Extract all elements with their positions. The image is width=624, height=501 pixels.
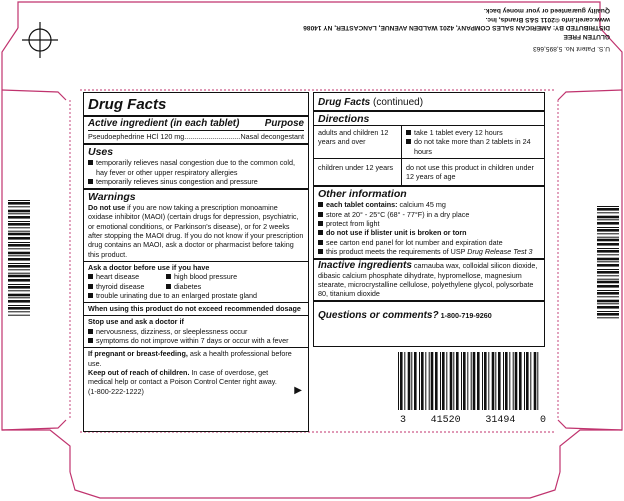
bullet-icon — [318, 249, 323, 254]
barcode-bar — [505, 352, 508, 410]
barcode-bar — [398, 352, 399, 410]
barcode-bar — [8, 216, 30, 219]
barcode-bar — [482, 352, 483, 410]
barcode-bar — [414, 352, 417, 410]
directions-title: Directions — [318, 113, 370, 125]
bullet-icon — [88, 329, 93, 334]
barcode-group-1: 41520 — [430, 415, 461, 426]
barcode-bar — [8, 315, 30, 316]
other-information-section — [314, 185, 544, 258]
barcode-bar — [8, 263, 30, 264]
barcode-group-2: 31494 — [485, 415, 516, 426]
barcode-bar — [597, 269, 619, 270]
barcode-bar — [477, 352, 480, 410]
barcode-bar — [8, 258, 30, 261]
barcode-bar — [431, 352, 434, 410]
barcode-bar — [8, 242, 30, 243]
barcode-bar — [8, 221, 30, 222]
barcode-bar — [411, 352, 412, 410]
barcode-bar — [461, 352, 462, 410]
bullet-icon — [88, 284, 93, 289]
barcode-bar — [597, 233, 619, 234]
barcode-bar — [446, 352, 447, 410]
purpose-value: Nasal decongestant — [240, 132, 304, 141]
bullet-icon — [318, 240, 323, 245]
barcode-bar — [597, 279, 619, 280]
drug-facts-continued-panel — [313, 92, 545, 347]
barcode-bar — [473, 352, 476, 410]
barcode-bar — [408, 352, 411, 410]
warnings-section — [84, 188, 308, 261]
bullet-icon — [88, 274, 93, 279]
barcode-bar — [8, 231, 30, 232]
barcode-bar — [8, 223, 30, 226]
directions-section — [314, 110, 544, 125]
barcode-bar — [597, 317, 619, 318]
barcode-bar — [597, 258, 619, 261]
barcode-bar — [8, 300, 30, 303]
barcode-bar — [498, 352, 501, 410]
barcode-bar — [419, 352, 420, 410]
barcode-bar — [8, 273, 30, 274]
barcode-bar — [8, 290, 30, 291]
leader-dots: ............................ — [184, 132, 241, 141]
barcode-bar — [425, 352, 426, 410]
drug-facts-title: Drug Facts — [88, 96, 167, 113]
barcode-bar — [421, 352, 424, 410]
barcode-bar — [509, 352, 510, 410]
barcode-bar — [597, 219, 619, 220]
barcode-bar — [467, 352, 468, 410]
uses-title: Uses — [88, 146, 114, 159]
ask-doctor-item-1: heart disease — [96, 272, 140, 282]
barcode-bar — [8, 252, 30, 255]
ask-doctor-item-5: trouble urinating due to an enlarged prostate gland — [96, 290, 258, 300]
stop-use-title: Stop use and ask a doctor if — [88, 317, 184, 327]
inactive-title: Inactive ingredients — [318, 260, 412, 272]
inactive-text: carnauba wax, colloidal silicon dioxide, dibasic calcium phosphate dihydrate, hypromellose, magnesium stearate, microcrystalline cellulose, polyethylene glycol, polysorbate 80, titanium dioxide — [318, 261, 538, 299]
barcode-bar — [400, 352, 403, 410]
barcode-bar — [492, 352, 495, 410]
active-ingredient-section — [84, 115, 308, 143]
barcode-bar — [597, 206, 619, 207]
other-item-5: see carton end panel for lot number and expiration date — [326, 237, 503, 247]
barcode-bar — [597, 285, 619, 288]
barcode-bar — [471, 352, 472, 410]
directions-adults-1: take 1 tablet every 12 hours — [414, 128, 503, 137]
ask-doctor-item-2: high blood pressure — [174, 272, 238, 282]
ask-doctor-title: Ask a doctor before use if you have — [88, 262, 210, 272]
barcode-bar — [537, 352, 538, 410]
purpose-header: Purpose — [264, 118, 304, 129]
barcode-bar — [8, 307, 30, 310]
other-item-6: this product meets the requirements of USP — [326, 246, 468, 256]
do-not-use-body: if you are now taking a prescription monoamine oxidase inhibitor (MAOI) (certain drugs for depression, psychiatric, or emotional conditions, or Parkinson's disease), or for 2 weeks after stopping the MAOI drug. If you do not know if your prescription drug contains an MAOI, ask a doctor or pharmacist before taking this product. — [88, 203, 304, 259]
barcode-bar — [8, 248, 30, 249]
continue-arrow-icon: ▶ — [294, 384, 302, 396]
directions-children-who: children under 12 years — [314, 159, 402, 186]
barcode-bar — [8, 202, 30, 205]
guarantee-text: Quality guaranteed or your money back. — [483, 7, 610, 15]
barcode-bar — [8, 284, 30, 285]
barcode-bar — [8, 227, 30, 228]
other-item-4: do not use if blister unit is broken or torn — [326, 228, 467, 238]
bullet-icon — [88, 179, 93, 184]
ask-doctor-item-3: thyroid disease — [96, 281, 145, 291]
stop-use-item-1: nervousness, dizziness, or sleeplessness occur — [96, 326, 248, 336]
barcode-bar — [453, 352, 454, 410]
barcode-bar — [597, 303, 619, 304]
barcode-bar — [526, 352, 529, 410]
other-information-title: Other information — [318, 188, 407, 201]
barcode-bar — [8, 206, 30, 207]
barcode-bar — [8, 237, 30, 240]
barcode-bar — [8, 305, 30, 306]
barcode-bar — [597, 208, 619, 211]
barcode-bar — [597, 264, 619, 267]
barcode-bar — [534, 352, 537, 410]
continued-suffix: (continued) — [370, 97, 424, 108]
barcode-bar — [8, 275, 30, 278]
warnings-title: Warnings — [88, 191, 136, 204]
keep-out-text: In case of overdose, get medical help or contact a Poison Control Center right away. (1-800-222-1222) — [88, 367, 277, 396]
barcode-bar — [597, 261, 619, 262]
other-item-1-bold: each tablet contains: — [326, 200, 398, 210]
barcode-bar — [597, 292, 619, 295]
barcode-bar — [8, 244, 30, 247]
barcode-bar — [440, 352, 441, 410]
barcode-bar — [515, 352, 518, 410]
upc-barcode — [398, 352, 548, 424]
barcode-bar — [597, 237, 619, 238]
barcode-bar — [513, 352, 514, 410]
bullet-icon — [318, 230, 323, 235]
barcode-bar — [8, 200, 30, 201]
barcode-bar — [495, 352, 496, 410]
bullet-icon — [318, 212, 323, 217]
gluten-free-text: GLUTEN FREE — [563, 32, 610, 40]
barcode-bar — [463, 352, 466, 410]
barcode-bar — [8, 269, 30, 270]
directions-table — [314, 125, 544, 185]
barcode-bar — [597, 227, 619, 228]
use-item-2: temporarily relieves sinus congestion and pressure — [96, 176, 258, 186]
stop-use-item-2: symptoms do not improve within 7 days or occur with a fever — [96, 336, 289, 346]
patent-text: U.S. Patent No. 5,895,663 — [533, 45, 610, 53]
barcode-bar — [404, 352, 405, 410]
barcode-bar — [8, 297, 30, 298]
website-text: www.careit.info ©2011 S&S Brands, Inc. — [485, 15, 610, 23]
other-item-6-italic: Drug Release Test 3 — [467, 246, 533, 256]
barcode-bar — [503, 352, 504, 410]
barcode-bar — [597, 281, 619, 284]
bullet-icon — [318, 221, 323, 226]
bullet-icon — [88, 293, 93, 298]
barcode-bar — [597, 212, 619, 213]
barcode-bar — [429, 352, 430, 410]
barcode-bar — [597, 300, 619, 303]
top-flap-text — [150, 6, 610, 52]
barcode-bar — [8, 255, 30, 256]
barcode-bar — [435, 352, 438, 410]
bullet-icon — [166, 284, 171, 289]
barcode-bar — [597, 306, 619, 309]
ask-doctor-item-4: diabetes — [174, 281, 202, 291]
bullet-icon — [88, 160, 93, 165]
barcode-bar — [524, 352, 525, 410]
continued-title: Drug Facts — [318, 97, 371, 108]
barcode-bar — [597, 239, 619, 242]
barcode-bar — [442, 352, 445, 410]
barcode-bar — [597, 222, 619, 225]
directions-adults-2: do not take more than 2 tablets in 24 hours — [414, 137, 531, 156]
barcode-bars — [398, 352, 548, 410]
barcode-digit-right: 0 — [539, 415, 546, 426]
when-using-section — [84, 302, 308, 315]
barcode-bar — [530, 352, 531, 410]
barcode-bar — [597, 216, 619, 219]
uses-section — [84, 143, 308, 188]
directions-adults-who: adults and children 12 years and over — [314, 126, 402, 158]
other-item-2: store at 20° - 25°C (68° - 77°F) in a dry place — [326, 209, 470, 219]
distributor-text: DISTRIBUTED BY: AMERICAN SALES COMPANY, 4201 WALDEN AVENUE, LANCASTER, NY 14086 — [303, 24, 610, 32]
barcode-bar — [597, 313, 619, 316]
barcode-bar — [450, 352, 453, 410]
questions-section — [314, 300, 544, 326]
barcode-bar — [597, 275, 619, 276]
stop-use-section — [84, 315, 308, 347]
other-item-3: protect from light — [326, 219, 380, 229]
side-barcode-left — [8, 200, 30, 320]
barcode-bar — [484, 352, 487, 410]
pregnant-label: If pregnant or breast-feeding, — [88, 349, 188, 359]
barcode-bar — [8, 286, 30, 289]
active-ingredient: Pseudoephedrine HCl 120 mg — [88, 132, 185, 141]
barcode-bar — [8, 233, 30, 236]
directions-children-what: do not use this product in children under 12 years of age — [406, 162, 534, 182]
barcode-bar — [597, 271, 619, 274]
bullet-icon — [88, 338, 93, 343]
barcode-digit-left: 3 — [400, 415, 407, 426]
keep-out-label: Keep out of reach of children. — [88, 367, 190, 377]
other-item-1: calcium 45 mg — [397, 200, 446, 210]
questions-label: Questions or comments? — [318, 310, 439, 322]
barcode-bar — [8, 265, 30, 268]
bullet-icon — [166, 274, 171, 279]
inactive-ingredients-section — [314, 258, 544, 300]
barcode-bar — [8, 213, 30, 214]
barcode-bar — [8, 311, 30, 312]
barcode-bar — [597, 229, 619, 232]
side-barcode-right — [597, 206, 619, 322]
pregnant-text: ask a health professional before use. — [88, 349, 292, 368]
barcode-bar — [519, 352, 522, 410]
ask-doctor-section — [84, 261, 308, 302]
bullet-icon — [406, 139, 411, 144]
bullet-icon — [406, 130, 411, 135]
barcode-bar — [8, 279, 30, 282]
barcode-bar — [597, 243, 619, 246]
bullet-icon — [318, 202, 323, 207]
active-ingredient-header: Active ingredient (in each tablet) — [88, 118, 240, 129]
do-not-use-text — [88, 203, 304, 259]
barcode-bar — [597, 248, 619, 249]
barcode-bar — [488, 352, 489, 410]
use-item-1: temporarily relieves nasal congestion due to the common cold, hay fever or other upper respiratory allergies — [96, 158, 295, 177]
barcode-bar — [8, 294, 30, 297]
when-using-text: When using this product do not exceed recommended dosage — [88, 304, 301, 314]
barcode-bar — [597, 254, 619, 255]
pregnancy-section — [84, 347, 308, 397]
barcode-bar — [597, 296, 619, 297]
barcode-bar — [597, 311, 619, 312]
drug-facts-panel — [83, 92, 309, 432]
questions-phone: 1-800-719-9260 — [438, 311, 492, 321]
barcode-bar — [456, 352, 459, 410]
barcode-bar — [8, 210, 30, 213]
do-not-use-label: Do not use — [88, 203, 126, 213]
barcode-bar — [597, 290, 619, 291]
barcode-bar — [597, 250, 619, 253]
